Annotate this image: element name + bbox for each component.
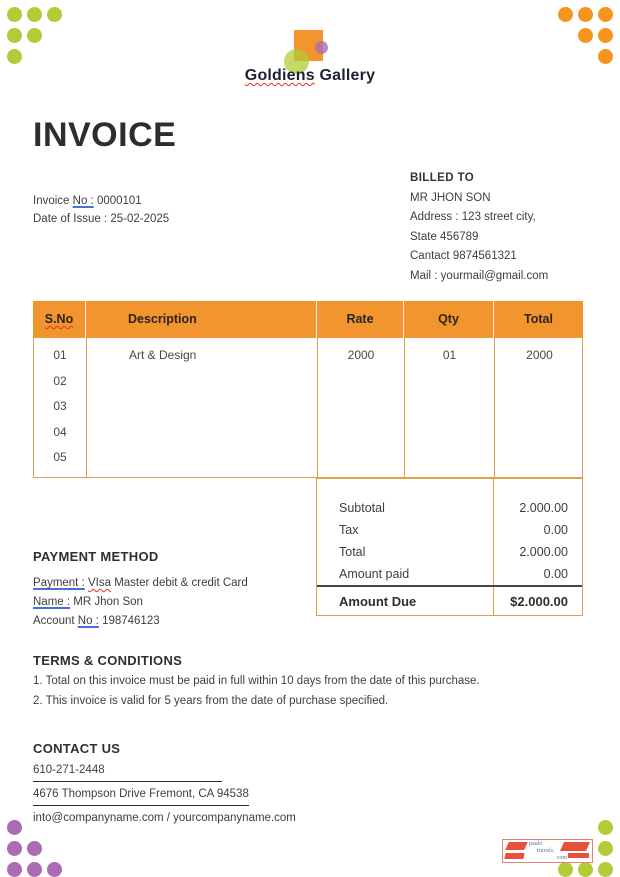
summary-value: 0.00 — [543, 523, 568, 537]
invoice-number-label: Invoice — [33, 195, 70, 207]
decor-dot — [7, 862, 22, 877]
decor-dot — [578, 7, 593, 22]
items-table-header — [33, 301, 583, 338]
amount-due-label: Amount Due — [339, 593, 417, 609]
item-rate-cell: 2000 — [317, 338, 404, 477]
decor-dot — [7, 7, 22, 22]
billed-to-state: State 456789 — [410, 230, 479, 243]
decor-dot — [558, 862, 573, 877]
billed-to-address: Address : 123 street city, — [410, 211, 536, 223]
paulo-travels-watermark — [502, 839, 593, 863]
summary-row-total — [317, 541, 582, 563]
payment-account-line — [33, 612, 248, 631]
serial-number: 03 — [53, 399, 67, 414]
watermark-text — [529, 841, 567, 862]
serial-number: 04 — [53, 424, 67, 439]
billed-to-mail: Mail : yourmail@gmail.com — [410, 269, 549, 282]
summary-row-tax — [317, 519, 582, 541]
decor-dot — [598, 820, 613, 835]
invoice-number-line — [33, 192, 169, 210]
summary-box — [316, 478, 583, 616]
summary-label: Tax — [339, 523, 359, 537]
page-title: INVOICE — [33, 116, 177, 154]
watermark-shape — [504, 853, 524, 859]
brand-word-2: Gallery — [319, 67, 376, 84]
logo-purple-circle — [315, 41, 328, 54]
issue-date-value: 25-02-2025 — [110, 213, 170, 225]
col-header-sno-label: S.No — [44, 312, 74, 326]
contact-heading: CONTACT US — [33, 741, 121, 756]
summary-value: 0.00 — [543, 567, 568, 581]
payment-name-value: MR Jhon Son — [73, 596, 143, 608]
decor-dot — [598, 28, 613, 43]
amount-due-row — [317, 585, 582, 615]
brand-word-1: Goldiens — [244, 67, 315, 84]
invoice-number-value: 0000101 — [96, 195, 142, 207]
summary-value: 2.000.00 — [519, 501, 568, 515]
account-word: Account — [33, 615, 75, 627]
decor-dot — [7, 841, 22, 856]
decor-dot — [578, 862, 593, 877]
terms-block — [33, 655, 480, 715]
contact-block — [33, 741, 296, 824]
brand-name — [0, 67, 620, 85]
watermark-line: com — [556, 855, 567, 861]
decor-dot — [7, 820, 22, 835]
decor-dot — [7, 49, 22, 64]
payment-type-line — [33, 574, 248, 593]
decor-dot — [47, 7, 62, 22]
decor-dot — [27, 28, 42, 43]
terms-item: 2. This invoice is valid for 5 years from the date of purchase specified. — [33, 695, 389, 707]
amount-due-value: $2.000.00 — [510, 593, 568, 609]
summary-label: Subtotal — [339, 501, 385, 515]
issue-date-label: Date of Issue : — [33, 213, 108, 225]
decor-dot — [47, 862, 62, 877]
payment-name-label: Name : — [33, 596, 71, 608]
decor-dot — [598, 7, 613, 22]
terms-heading: TERMS & CONDITIONS — [33, 653, 183, 668]
summary-rows — [317, 479, 582, 585]
serial-number: 05 — [53, 450, 67, 465]
watermark-shape — [505, 842, 528, 850]
billed-to-heading: BILLED TO — [410, 172, 475, 184]
contact-email: into@companyname.com / yourcompanyname.com — [33, 812, 296, 824]
account-number-value: 198746123 — [102, 615, 160, 627]
decor-dot — [27, 841, 42, 856]
contact-address: 4676 Thompson Drive Fremont, CA 94538 — [33, 788, 249, 800]
col-header-qty: Qty — [403, 301, 493, 338]
divider-line — [33, 781, 222, 782]
summary-row-amount-paid — [317, 563, 582, 585]
payment-method-block — [33, 547, 248, 631]
summary-value: 2.000.00 — [519, 545, 568, 559]
payment-name-line — [33, 593, 248, 612]
decor-dot — [578, 28, 593, 43]
divider-line — [33, 805, 249, 806]
decor-dot — [598, 862, 613, 877]
watermark-line: paulo — [529, 841, 543, 847]
items-table-body — [33, 338, 583, 478]
decor-dot — [27, 7, 42, 22]
terms-item: 1. Total on this invoice must be paid in full within 10 days from the date of this purchase. — [33, 675, 480, 687]
payment-card-rest: Master debit & credit Card — [114, 577, 248, 589]
billed-to-block — [410, 169, 548, 286]
invoice-meta — [33, 192, 169, 228]
decor-dot — [558, 7, 573, 22]
summary-row-subtotal — [317, 497, 582, 519]
col-header-description: Description — [85, 301, 316, 338]
summary-label: Total — [339, 545, 366, 559]
account-no-label: No : — [77, 615, 99, 627]
billed-to-contact: Cantact 9874561321 — [410, 250, 517, 262]
items-table — [33, 301, 583, 478]
watermark-line: travels. — [537, 848, 555, 854]
watermark-shape — [568, 853, 589, 858]
item-total-cell: 2000 — [494, 338, 584, 477]
decor-dot — [598, 841, 613, 856]
serial-number: 02 — [53, 373, 67, 388]
summary-label: Amount paid — [339, 567, 410, 581]
item-description-cell: Art & Design — [86, 338, 317, 477]
issue-date-line — [33, 210, 169, 228]
item-qty-cell: 01 — [404, 338, 494, 477]
serial-number: 01 — [53, 348, 67, 362]
sno-column — [34, 338, 86, 477]
col-header-sno — [33, 301, 85, 338]
payment-card-word: VIsa — [87, 577, 111, 589]
billed-to-name: MR JHON SON — [410, 191, 491, 204]
decor-dot — [7, 28, 22, 43]
payment-label: Payment : — [33, 577, 85, 589]
col-header-total: Total — [493, 301, 583, 338]
decor-dot — [27, 862, 42, 877]
invoice-no-token: No : — [72, 195, 94, 207]
decor-dot — [598, 49, 613, 64]
payment-method-heading: PAYMENT METHOD — [33, 549, 159, 564]
col-header-rate: Rate — [316, 301, 403, 338]
contact-phone: 610-271-2448 — [33, 764, 105, 776]
